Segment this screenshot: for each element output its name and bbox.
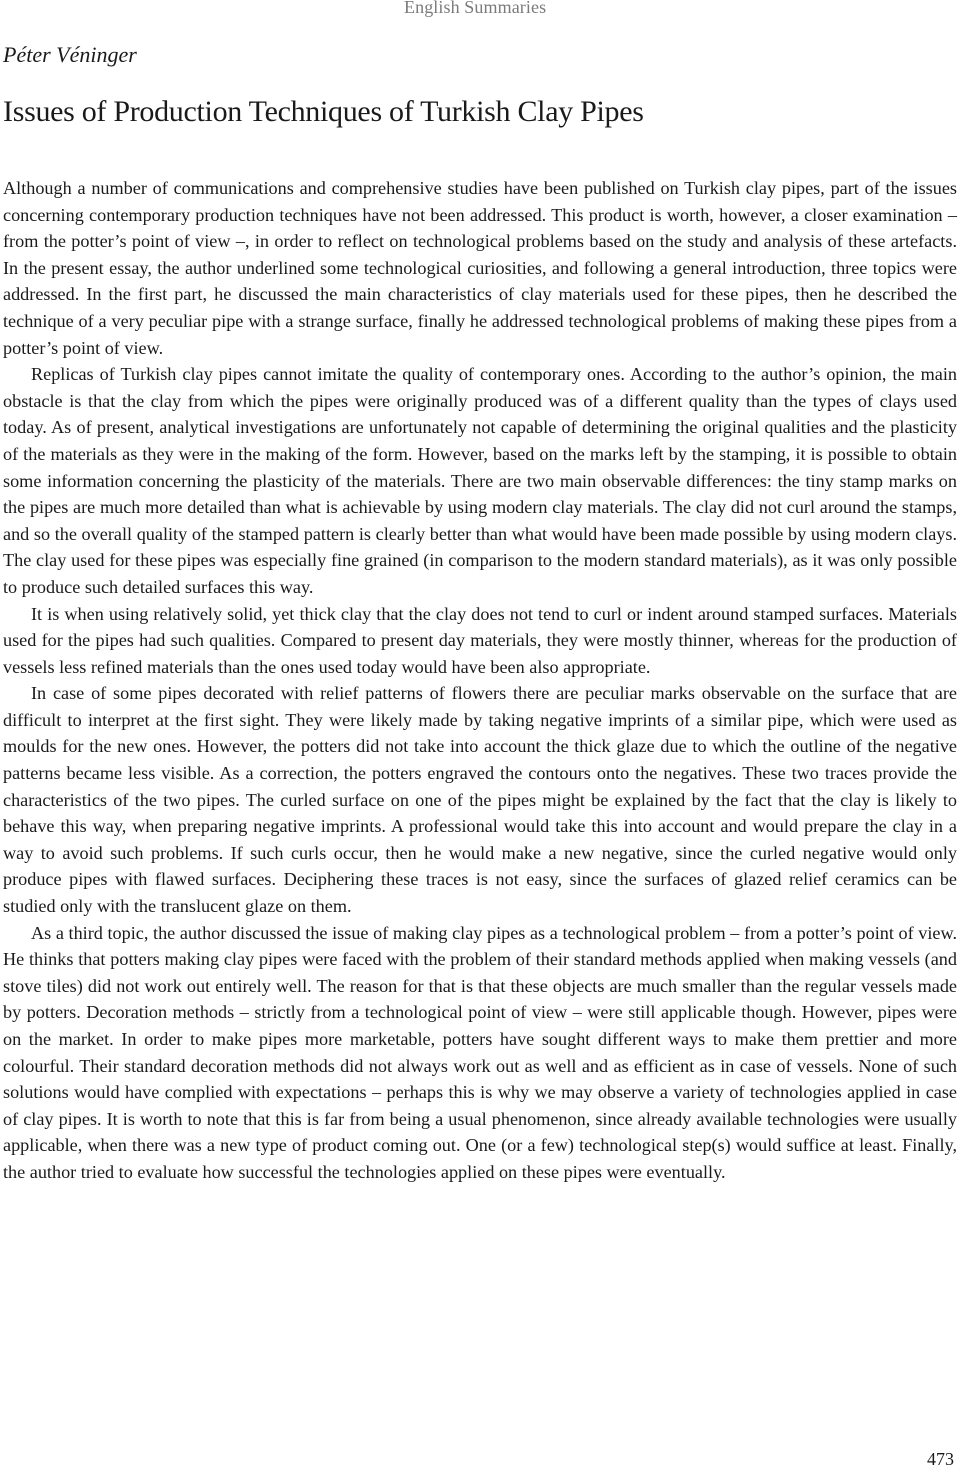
- paragraph: It is when using relatively solid, yet thick clay that the clay does not tend to curl or indent around stamped surfaces. Materials used for the pipes had such qualities. Compared to present day materials, they were mostly thinner, whereas for the production of vessels less refined materials than the ones used today would have been also appropriate.: [3, 603, 957, 677]
- article-body: [3, 175, 957, 1186]
- paragraph: In case of some pipes decorated with relief patterns of flowers there are peculiar marks observable on the surface that are difficult to interpret at the first sight. They were likely made by taking negative imprints of a similar pipe, which were used as moulds for the new ones. However, the potters did not take into account the thick glaze due to which the outline of the negative patterns became less visible. As a correction, the potters engraved the contours onto the negatives. These two traces provide the characteristics of the two pipes. The curled surface on one of the pipes might be explained by the fact that the clay is likely to behave this way, when preparing negative imprints. A professional would take this into account and would prepare the clay in a way to avoid such problems. If such curls occur, then he would make a new negative, since the curled negative would only produce pipes with flawed surfaces. Deciphering these traces is not easy, since the surfaces of glazed relief ceramics can be studied only with the translucent glaze on them.: [3, 683, 957, 917]
- paragraph: As a third topic, the author discussed the issue of making clay pipes as a technological problem – from a potter’s point of view. He thinks that potters making clay pipes were faced with the problem of their standard methods applied when making vessels (and stove tiles) did not work out entirely well. The reason for that is that these objects are much smaller than the regular vessels made by potters. Decoration methods – strictly from a technological point of view – were still applicable though. However, pipes were on the market. In order to make pipes more marketable, potters have sought different ways to make them prettier and more colourful. Their standard decoration methods did not always work out as well and as efficient as in case of vessels. None of such solutions would have complied with expectations – perhaps this is why we may observe a variety of technologies applied in case of clay pipes. It is worth to note that this is far from being a usual phenomenon, since already available technologies were usually applicable, when there was a new type of product coming out. One (or a few) technological step(s) would suffice at least. Finally, the author tried to evaluate how successful the technologies applied on these pipes were eventually.: [3, 922, 957, 1182]
- page-number: 473: [927, 1449, 954, 1469]
- paragraph: Replicas of Turkish clay pipes cannot imitate the quality of contemporary ones. According to the author’s opinion, the main obstacle is that the clay from which the pipes were originally produced was of a different quality than the types of clays used today. As of present, analytical investigations are unfortunately not capable of determining the original qualities and the plasticity of the materials as they were in the making of the form. However, based on the marks left by the stamping, it is possible to obtain some information concerning the plasticity of the materials. There are two main observable differences: the tiny stamp marks on the pipes are much more detailed than what is achievable by using modern clay materials. The clay did not curl around the stamps, and so the overall quality of the stamped pattern is clearly better than what would have been made possible by using modern clays. The clay used for these pipes was especially fine grained (in comparison to the modern standard materials), as it was only possible to produce such detailed surfaces this way.: [3, 364, 957, 597]
- article-title: Issues of Production Techniques of Turkish Clay Pipes: [3, 95, 644, 128]
- author-name: Péter Véninger: [3, 42, 137, 67]
- paragraph: Although a number of communications and comprehensive studies have been published on Turkish clay pipes, part of the issues concerning contemporary production techniques have not been addressed. This product is worth, however, a closer examination – from the potter’s point of view –, in order to reflect on technological problems based on the study and analysis of these artefacts. In the present essay, the author underlined some technological curiosities, and following a general introduction, three topics were addressed. In the first part, he discussed the main characteristics of clay materials used for these pipes, then he described the technique of a very peculiar pipe with a strange surface, finally he addressed technological problems of making these pipes from a potter’s point of view.: [3, 178, 957, 358]
- running-head: English Summaries: [404, 0, 547, 17]
